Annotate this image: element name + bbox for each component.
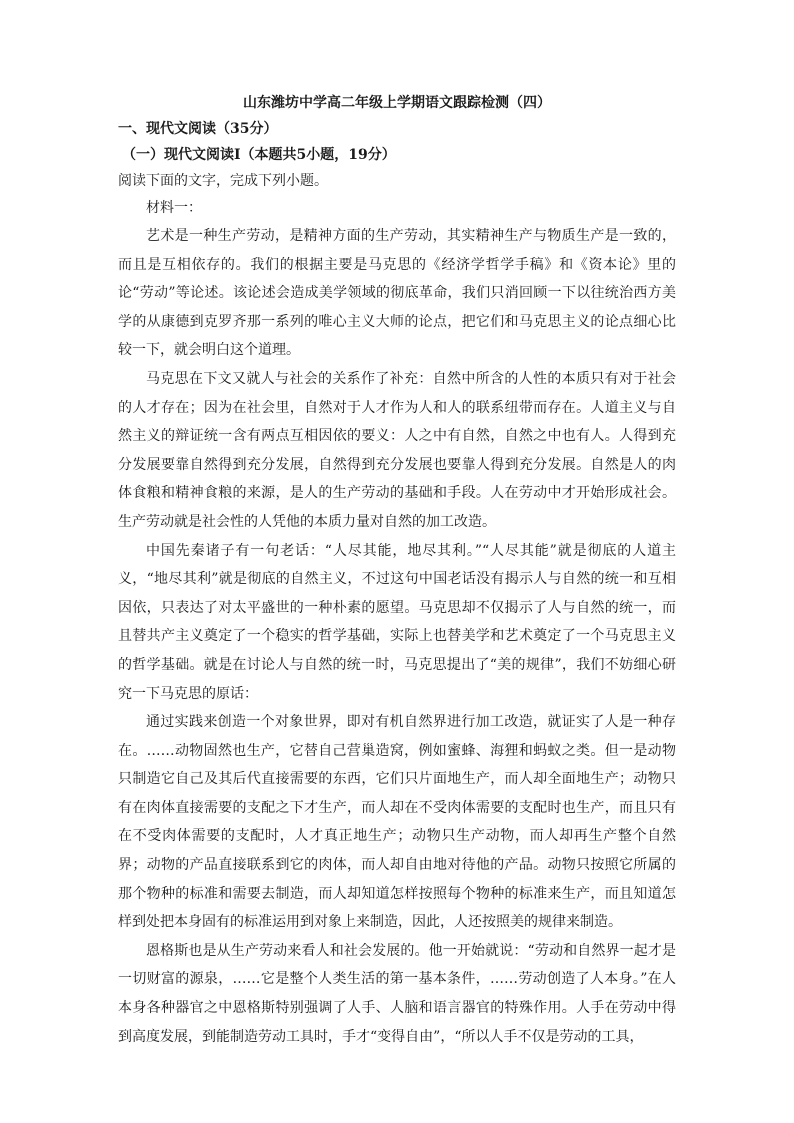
paragraph-3: 中国先秦诸子有一句老话：“人尽其能，地尽其利。”“人尽其能”就是彻底的人道主义，“地尽其利”就是彻底的自然主义，不过这句中国老话没有揭示人与自然的统一和互相因依，只表达了对太平盛世的一种朴素的愿望。马克思却不仅揭示了人与自然的统一，而且替共产主义奠定了一个稳实的哲学基础，实际上也替美学和艺术奠定了一个马克思主义的哲学基础。就是在讨论人与自然的统一时，马克思提出了“美的规律”，我们不妨细心研究一下马克思的原话：	[118, 542, 676, 702]
paragraph-5: 恩格斯也是从生产劳动来看人和社会发展的。他一开始就说：“劳动和自然界一起才是一切财富的源泉，……它是整个人类生活的第一基本条件，……劳动创造了人本身。”在人本身各种器官之中恩格斯特别强调了人手、人脑和语言器官的特殊作用。人手在劳动中得到高度发展，到能制造劳动工具时，手才“变得自由”，“所以人手不仅是劳动的工具，	[118, 942, 676, 1045]
paragraph-1: 艺术是一种生产劳动，是精神方面的生产劳动，其实精神生产与物质生产是一致的，而且是互相依存的。我们的根据主要是马克思的《经济学哲学手稿》和《资本论》里的论“劳动”等论述。该论述会造成美学领域的彻底革命，我们只消回顾一下以往统治西方美学的从康德到克罗齐那一系列的唯心主义大师的论点，把它们和马克思主义的论点细心比较一下，就会明白这个道理。	[118, 228, 676, 359]
paragraph-4-quote: 通过实践来创造一个对象世界，即对有机自然界进行加工改造，就证实了人是一种存在。……动物固然也生产，它替自己营巢造窝，例如蜜蜂、海狸和蚂蚁之类。但一是动物只制造它自己及其后代直接需要的东西，它们只片面地生产，而人却全面地生产；动物只有在肉体直接需要的支配之下才生产，而人却在不受肉体需要的支配时也生产，而且只有在不受肉体需要的支配时，人才真正地生产；动物只生产动物，而人却再生产整个自然界；动物的产品直接联系到它的肉体，而人却自由地对待他的产品。动物只按照它所属的那个物种的标准和需要去制造，而人却知道怎样按照每个物种的标准来生产，而且知道怎样到处把本身固有的标准运用到对象上来制造，因此，人还按照美的规律来制造。	[118, 714, 676, 931]
paragraph-2: 马克思在下文又就人与社会的关系作了补充：自然中所含的人性的本质只有对于社会的人才存在；因为在社会里，自然对于人才作为人和人的联系纽带而存在。人道主义与自然主义的辩证统一含有两点互相因依的要义：人之中有自然，自然之中也有人。人得到充分发展要靠自然得到充分发展，自然得到充分发展也要靠人得到充分发展。自然是人的肉体食粮和精神食粮的来源，是人的生产劳动的基础和手段。人在劳动中才开始形成社会。生产劳动就是社会性的人凭他的本质力量对自然的加工改造。	[118, 370, 676, 530]
section-heading-reading: 一、现代文阅读（35分）	[118, 121, 278, 137]
material-label: 材料一：	[146, 200, 202, 216]
reading-instruction: 阅读下面的文字，完成下列小题。	[118, 173, 328, 189]
document-page	[118, 92, 676, 1051]
document-title: 山东潍坊中学高二年级上学期语文跟踪检测（四）	[243, 95, 551, 111]
subsection-heading-reading-1: （一）现代文阅读Ⅰ（本题共5小题，19分）	[122, 147, 396, 163]
